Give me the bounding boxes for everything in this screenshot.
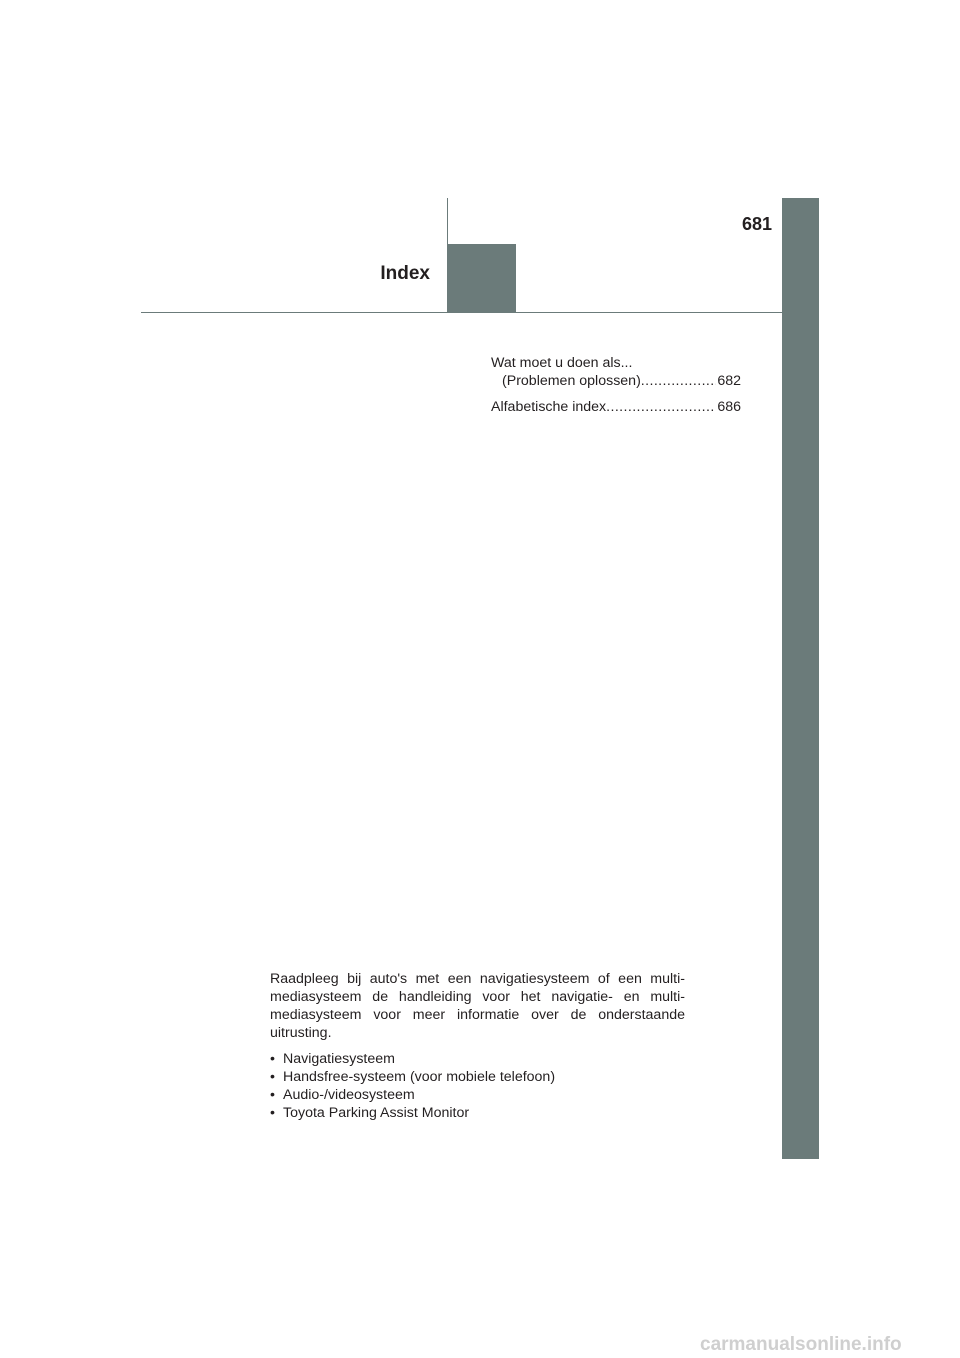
bullet-icon: • <box>270 1051 275 1067</box>
list-item <box>270 1068 685 1086</box>
section-side-bar <box>782 198 819 1159</box>
page-number: 681 <box>741 214 772 234</box>
note-paragraph: Raadpleeg bij auto's met een navigatiesysteem of een multi-mediasysteem de handleiding voor het navigatie- en multi-mediasysteem voor meer informatie over de onderstaande uitrusting. <box>270 971 685 1041</box>
header-horizontal-rule <box>141 312 782 313</box>
list-item-text: Navigatiesysteem <box>283 1051 395 1067</box>
toc-entry-2-title: Alfabetische index <box>491 399 607 415</box>
bullet-icon: • <box>270 1069 275 1085</box>
section-title: Index <box>380 263 430 284</box>
list-item <box>270 1104 685 1122</box>
list-item <box>270 1086 685 1104</box>
toc-leader-dots <box>641 372 717 390</box>
toc-leader-dots <box>606 398 716 416</box>
table-of-contents <box>491 354 741 416</box>
toc-entry-1-page: 682 <box>717 373 741 389</box>
toc-entry-1-subtitle: (Problemen oplossen) <box>502 373 641 389</box>
toc-entry-1-title: Wat moet u doen als... <box>491 355 633 371</box>
list-item-text: Audio-/videosysteem <box>283 1087 415 1103</box>
list-item-text: Toyota Parking Assist Monitor <box>283 1105 470 1121</box>
bullet-icon: • <box>270 1105 275 1121</box>
watermark: carmanualsonline.info <box>700 1334 902 1355</box>
toc-entry-1-line-1[interactable] <box>491 354 741 372</box>
toc-entry-2-page: 686 <box>717 399 741 415</box>
section-tab-block <box>448 244 516 313</box>
navigation-note <box>270 970 685 1122</box>
bullet-icon: • <box>270 1087 275 1103</box>
list-item-text: Handsfree-systeem (voor mobiele telefoon) <box>283 1069 556 1085</box>
list-item <box>270 1050 685 1068</box>
equipment-list <box>270 1050 685 1122</box>
toc-entry-1-line-2[interactable] <box>491 372 741 390</box>
toc-entry-2[interactable] <box>491 398 741 416</box>
